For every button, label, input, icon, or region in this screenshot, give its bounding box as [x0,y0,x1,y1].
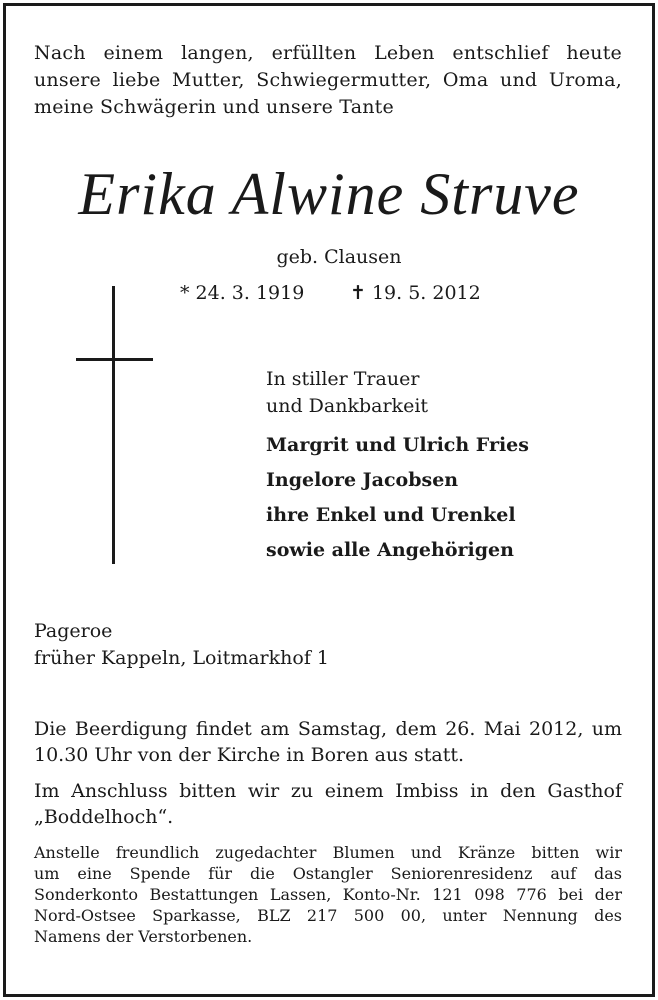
life-dates [180,282,500,304]
deceased-name: Erika Alwine Struve [78,161,580,227]
mourner: Margrit und Ulrich Fries [266,434,529,456]
reception-line: „Boddelhoch“. [34,806,174,828]
reception-line: Im Anschluss bitten wir zu einem Imbiss in den Gasthof [34,780,622,802]
mourner: ihre Enkel und Urenkel [266,504,516,526]
donation-line: um eine Spende für die Ostangler Seniorenresidenz auf das [34,864,622,883]
funeral-line: 10.30 Uhr von der Kirche in Boren aus statt. [34,744,465,766]
residence-line: früher Kappeln, Loitmarkhof 1 [34,647,329,669]
mourners-list [266,428,529,568]
donation-line: Nord-Ostsee Sparkasse, BLZ 217 500 00, unter Nennung des [34,906,622,925]
mourning-line: und Dankbarkeit [266,395,429,417]
intro-text [34,40,622,121]
intro-line: unsere liebe Mutter, Schwiegermutter, Oma und Uroma, [34,69,622,91]
funeral-notice [34,716,622,768]
donation-line: Sonderkonto Bestattungen Lassen, Konto-Nr. 121 098 776 bei der [34,885,622,904]
donation-notice [34,842,622,947]
residence-line: Pageroe [34,620,113,642]
cross-icon-bar [76,358,153,361]
mourner: sowie alle Angehörigen [266,539,514,561]
intro-line: meine Schwägerin und unsere Tante [34,96,394,118]
birth-name: geb. Clausen [276,246,402,268]
cross-icon [112,286,115,564]
funeral-line: Die Beerdigung findet am Samstag, dem 26. Mai 2012, um [34,718,622,740]
mourner: Ingelore Jacobsen [266,469,459,491]
reception-notice [34,778,622,830]
birth-date: * 24. 3. 1919 [180,282,305,304]
mourning-phrase [266,366,428,420]
donation-line: Anstelle freundlich zugedachter Blumen und Kränze bitten wir [34,843,622,862]
mourning-line: In stiller Trauer [266,368,420,390]
death-date: ✝ 19. 5. 2012 [350,282,481,304]
donation-line: Namens der Verstorbenen. [34,927,253,946]
intro-line: Nach einem langen, erfüllten Leben entschlief heute [34,42,622,64]
residence [34,618,329,672]
